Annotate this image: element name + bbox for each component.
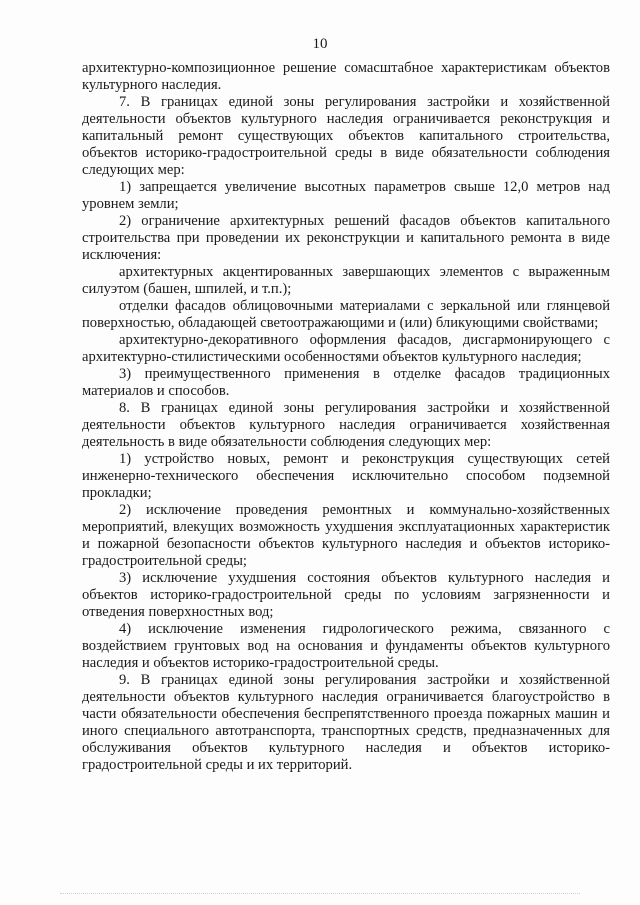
page-number: 10	[312, 36, 328, 52]
paragraph-item-9: 9. В границах единой зоны регулирования застройки и хозяйственной деятельности объектов культурного наследия ограничивается благоустройство в части обязательности обеспечения беспрепятственного проезда пожарных машин и иного специального автотранспорта, транспортных средств, предназначенных для обслуживания объектов культурного наследия и объектов историко-градостроительной среды и их территорий.	[82, 672, 610, 773]
paragraph-subitem-7-1: 1) запрещается увеличение высотных параметров свыше 12,0 метров над уровнем земли;	[82, 179, 610, 212]
document-body	[82, 60, 610, 774]
scan-edge-line	[60, 893, 580, 894]
paragraph-subitem-8-2: 2) исключение проведения ремонтных и коммунально-хозяйственных мероприятий, влекущих возможность ухудшения эксплуатационных характеристик и пожарной безопасности объектов культурного наследия и объектов историко-градостроительной среды;	[82, 502, 610, 569]
paragraph-continuation: архитектурно-композиционное решение сомасштабное характеристикам объектов культурного наследия.	[82, 60, 610, 93]
paragraph-exception-facade-finish: отделки фасадов облицовочными материалами с зеркальной или глянцевой поверхностью, обладающей светоотражающими и (или) бликующими свойствами;	[82, 298, 610, 331]
paragraph-item-7: 7. В границах единой зоны регулирования застройки и хозяйственной деятельности объектов культурного наследия ограничивается реконструкция и капитальный ремонт существующих объектов капитального строительства, объектов историко-градостроительной среды в виде обязательности соблюдения следующих мер:	[82, 94, 610, 178]
paragraph-subitem-7-3: 3) преимущественного применения в отделке фасадов традиционных материалов и способов.	[82, 366, 610, 399]
paragraph-exception-decor: архитектурно-декоративного оформления фасадов, дисгармонирующего с архитектурно-стилистическими особенностями объектов культурного наследия;	[82, 332, 610, 365]
paragraph-exception-silhouette: архитектурных акцентированных завершающих элементов с выраженным силуэтом (башен, шпилей, и т.п.);	[82, 264, 610, 297]
paragraph-subitem-8-4: 4) исключение изменения гидрологического режима, связанного с воздействием грунтовых вод на основания и фундаменты объектов культурного наследия и объектов историко-градостроительной среды.	[82, 621, 610, 671]
paragraph-subitem-8-1: 1) устройство новых, ремонт и реконструкция существующих сетей инженерно-технического обеспечения исключительно способом подземной прокладки;	[82, 451, 610, 501]
paragraph-subitem-7-2: 2) ограничение архитектурных решений фасадов объектов капитального строительства при проведении их реконструкции и капитального ремонта в виде исключения:	[82, 213, 610, 263]
paragraph-item-8: 8. В границах единой зоны регулирования застройки и хозяйственной деятельности объектов культурного наследия ограничивается хозяйственная деятельность в виде обязательности соблюдения следующих мер:	[82, 400, 610, 450]
paragraph-subitem-8-3: 3) исключение ухудшения состояния объектов культурного наследия и объектов историко-градостроительной среды по условиям загрязненности и отведения поверхностных вод;	[82, 570, 610, 620]
